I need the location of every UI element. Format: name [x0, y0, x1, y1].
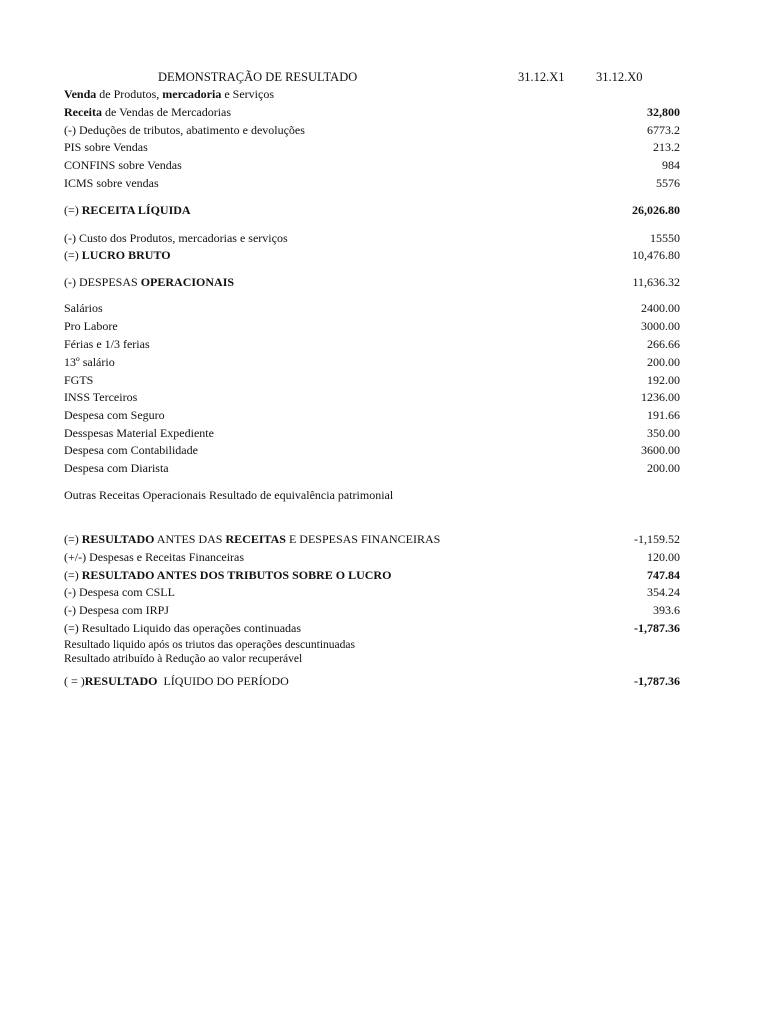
row-confins — [64, 157, 680, 173]
row-resultado-continuadas — [64, 620, 680, 636]
row-label: (-) DESPESAS — [64, 275, 141, 289]
row-13-salario — [64, 354, 680, 370]
row-label: e Serviços — [221, 87, 274, 101]
row-value: 5576 — [656, 176, 680, 190]
row-value: 6773.2 — [647, 123, 680, 137]
row-label: FGTS — [64, 373, 94, 387]
row-resultado-antes-tributos — [64, 567, 680, 583]
row-value: 32,800 — [647, 105, 680, 119]
column-header-x0: 31.12.X0 — [596, 70, 643, 84]
row-venda — [64, 86, 680, 102]
row-irpj — [64, 602, 680, 618]
row-value: 1236.00 — [641, 390, 680, 404]
row-icms — [64, 175, 680, 191]
row-label: (-) Custo dos Produtos, mercadorias e serviços — [64, 231, 288, 245]
row-label: (=) — [64, 203, 82, 217]
row-label-bold: RESULTADO — [81, 532, 155, 546]
row-label-bold: Venda — [64, 87, 97, 101]
row-label: CONFINS sobre Vendas — [64, 158, 182, 172]
row-seguro — [64, 407, 680, 423]
statement-header — [0, 70, 768, 86]
row-value: 393.6 — [653, 603, 680, 617]
row-ferias — [64, 336, 680, 352]
row-label: Despesa com Seguro — [64, 408, 165, 422]
row-label: (=) Resultado Liquido das operações continuadas — [64, 621, 302, 635]
row-label-bold: RESULTADO ANTES DOS TRIBUTOS SOBRE O LUCRO — [81, 568, 392, 582]
row-deducoes — [64, 122, 680, 138]
row-receita-liquida — [64, 202, 680, 218]
column-header-x1: 31.12.X1 — [518, 70, 565, 84]
row-salarios — [64, 300, 680, 316]
row-value: 3000.00 — [641, 319, 680, 333]
row-inss — [64, 389, 680, 405]
row-label: PIS sobre Vendas — [64, 140, 148, 154]
row-csll — [64, 584, 680, 600]
row-label: (-) Despesa com CSLL — [64, 585, 175, 599]
row-label: LÍQUIDO DO PERÍODO — [157, 674, 289, 688]
row-label-bold: RECEITA LÍQUIDA — [81, 203, 191, 217]
row-value: 26,026.80 — [632, 203, 680, 217]
row-value: 10,476.80 — [632, 248, 680, 262]
row-value: 11,636.32 — [632, 275, 680, 289]
row-label: (=) — [64, 532, 82, 546]
row-descontinuadas — [64, 638, 680, 652]
row-pis — [64, 139, 680, 155]
row-label: 13º salário — [64, 355, 115, 369]
row-label: Desspesas Material Expediente — [64, 426, 214, 440]
row-diarista — [64, 460, 680, 476]
row-value: -1,159.52 — [634, 532, 680, 546]
row-label: INSS Terceiros — [64, 390, 138, 404]
row-material-expediente — [64, 425, 680, 441]
row-value: -1,787.36 — [634, 621, 680, 635]
row-resultado-antes-financeiras — [64, 531, 680, 547]
row-label: (+/-) Despesas e Receitas Financeiras — [64, 550, 245, 564]
row-value: 354.24 — [647, 585, 680, 599]
row-label-bold: OPERACIONAIS — [140, 275, 235, 289]
row-value: 747.84 — [647, 568, 680, 582]
row-value: 200.00 — [647, 355, 680, 369]
row-financeiras — [64, 549, 680, 565]
row-fgts — [64, 372, 680, 388]
row-label: ANTES DAS — [154, 532, 226, 546]
row-value: -1,787.36 — [634, 674, 680, 688]
row-label: Férias e 1/3 ferias — [64, 337, 150, 351]
row-label-bold: RECEITAS — [225, 532, 286, 546]
row-value: 200.00 — [647, 461, 680, 475]
row-value: 984 — [662, 158, 680, 172]
row-contabilidade — [64, 442, 680, 458]
row-label: Despesa com Diarista — [64, 461, 169, 475]
row-label: E DESPESAS FINANCEIRAS — [285, 532, 441, 546]
row-label: Outras Receitas Operacionais Resultado de equivalência patrimonial — [64, 488, 394, 502]
row-reducao-valor — [64, 652, 680, 666]
row-label-bold: mercadoria — [162, 87, 222, 101]
row-label: ICMS sobre vendas — [64, 176, 159, 190]
row-custo-produtos — [64, 230, 680, 246]
row-label: (=) — [64, 248, 82, 262]
row-label: Salários — [64, 301, 103, 315]
row-receita-vendas — [64, 104, 680, 120]
row-label: Despesa com Contabilidade — [64, 443, 198, 457]
row-value: 350.00 — [647, 426, 680, 440]
row-label: Pro Labore — [64, 319, 118, 333]
row-value: 192.00 — [647, 373, 680, 387]
row-label-bold: LUCRO BRUTO — [81, 248, 171, 262]
row-value: 120.00 — [647, 550, 680, 564]
row-despesas-operacionais — [64, 274, 680, 290]
row-outras-receitas — [64, 487, 680, 503]
row-value: 191.66 — [647, 408, 680, 422]
row-value: 3600.00 — [641, 443, 680, 457]
row-value: 2400.00 — [641, 301, 680, 315]
row-label-bold: RESULTADO — [84, 674, 158, 688]
row-label: (=) — [64, 568, 82, 582]
row-resultado-liquido-periodo — [64, 673, 680, 689]
row-pro-labore — [64, 318, 680, 334]
row-value: 15550 — [650, 231, 680, 245]
row-value: 266.66 — [647, 337, 680, 351]
row-label: Resultado liquido após os triutos das operações descuntinuadas — [64, 639, 355, 651]
statement-title: DEMONSTRAÇÃO DE RESULTADO — [158, 70, 358, 84]
row-label: ( = ) — [64, 674, 85, 688]
row-value: 213.2 — [653, 140, 680, 154]
row-label: de Vendas de Mercadorias — [101, 105, 232, 119]
row-label: de Produtos, — [96, 87, 163, 101]
row-label: Resultado atribuído à Redução ao valor recuperável — [64, 653, 303, 665]
row-lucro-bruto — [64, 247, 680, 263]
row-label-bold: Receita — [64, 105, 102, 119]
row-label: (-) Despesa com IRPJ — [64, 603, 169, 617]
row-label: (-) Deduções de tributos, abatimento e devoluções — [64, 123, 305, 137]
